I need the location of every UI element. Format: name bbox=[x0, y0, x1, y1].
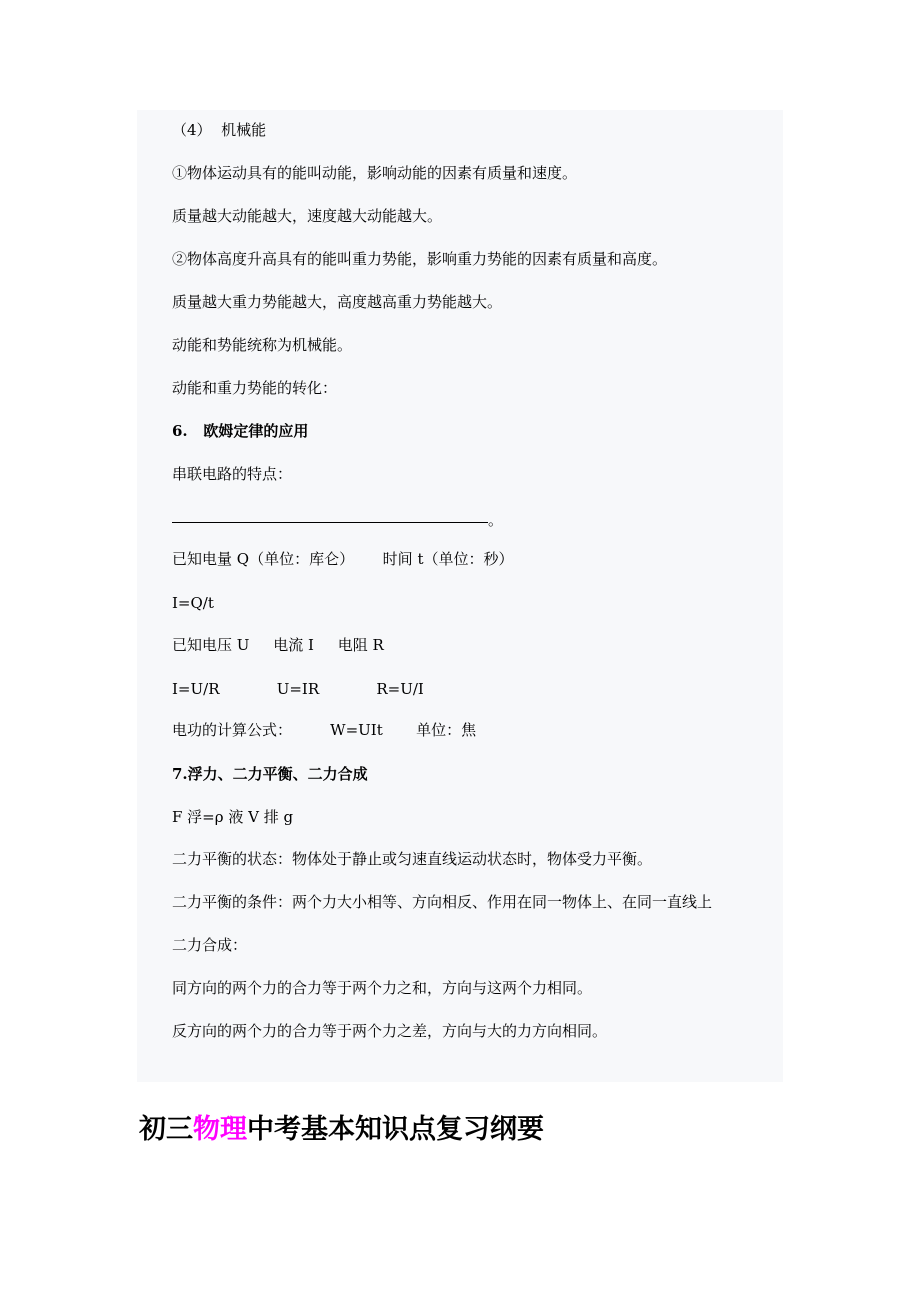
section-ohm-title: 6. 欧姆定律的应用 bbox=[172, 422, 309, 440]
current-formula: I=Q/t bbox=[172, 594, 214, 612]
text-line: 质量越大动能越大，速度越大动能越大。 bbox=[172, 207, 443, 225]
known-uir-line: 已知电压 U 电流 I 电阻 R bbox=[172, 636, 384, 654]
series-circuit-label: 串联电路的特点： bbox=[172, 465, 293, 483]
fill-in-blank-line bbox=[172, 522, 488, 523]
text-line: 二力合成： bbox=[172, 936, 248, 954]
section-force-title: 7.浮力、二力平衡、二力合成 bbox=[172, 765, 368, 783]
buoyancy-formula: F 浮=ρ 液 V 排 g bbox=[172, 808, 294, 826]
heading-accent: 物理 bbox=[193, 1114, 247, 1145]
section-mechanical-title: （4） 机械能 bbox=[172, 121, 267, 139]
heading-prefix: 初三 bbox=[139, 1114, 193, 1145]
text-line: ①物体运动具有的能叫动能，影响动能的因素有质量和速度。 bbox=[172, 164, 578, 182]
blank-period: 。 bbox=[488, 511, 504, 529]
work-formula-line: 电功的计算公式： W=UIt 单位：焦 bbox=[172, 721, 477, 739]
ohm-formulas: I=U/R U=IR R=U/I bbox=[172, 680, 424, 698]
text-line: 动能和势能统称为机械能。 bbox=[172, 336, 353, 354]
text-line: 动能和重力势能的转化： bbox=[172, 379, 338, 397]
text-line: 二力平衡的条件：两个力大小相等、方向相反、作用在同一物体上、在同一直线上 bbox=[172, 893, 713, 911]
charge-time-line: 已知电量 Q（单位：库仑） 时间 t（单位：秒） bbox=[172, 550, 514, 568]
heading-suffix: 中考基本知识点复习纲要 bbox=[247, 1114, 544, 1145]
text-line: 质量越大重力势能越大，高度越高重力势能越大。 bbox=[172, 293, 503, 311]
text-line: 同方向的两个力的合力等于两个力之和，方向与这两个力相同。 bbox=[172, 979, 593, 997]
page-heading bbox=[139, 1110, 544, 1150]
text-line: ②物体高度升高具有的能叫重力势能，影响重力势能的因素有质量和高度。 bbox=[172, 250, 668, 268]
text-line: 反方向的两个力的合力等于两个力之差，方向与大的力方向相同。 bbox=[172, 1022, 608, 1040]
text-line: 二力平衡的状态：物体处于静止或匀速直线运动状态时，物体受力平衡。 bbox=[172, 850, 653, 868]
